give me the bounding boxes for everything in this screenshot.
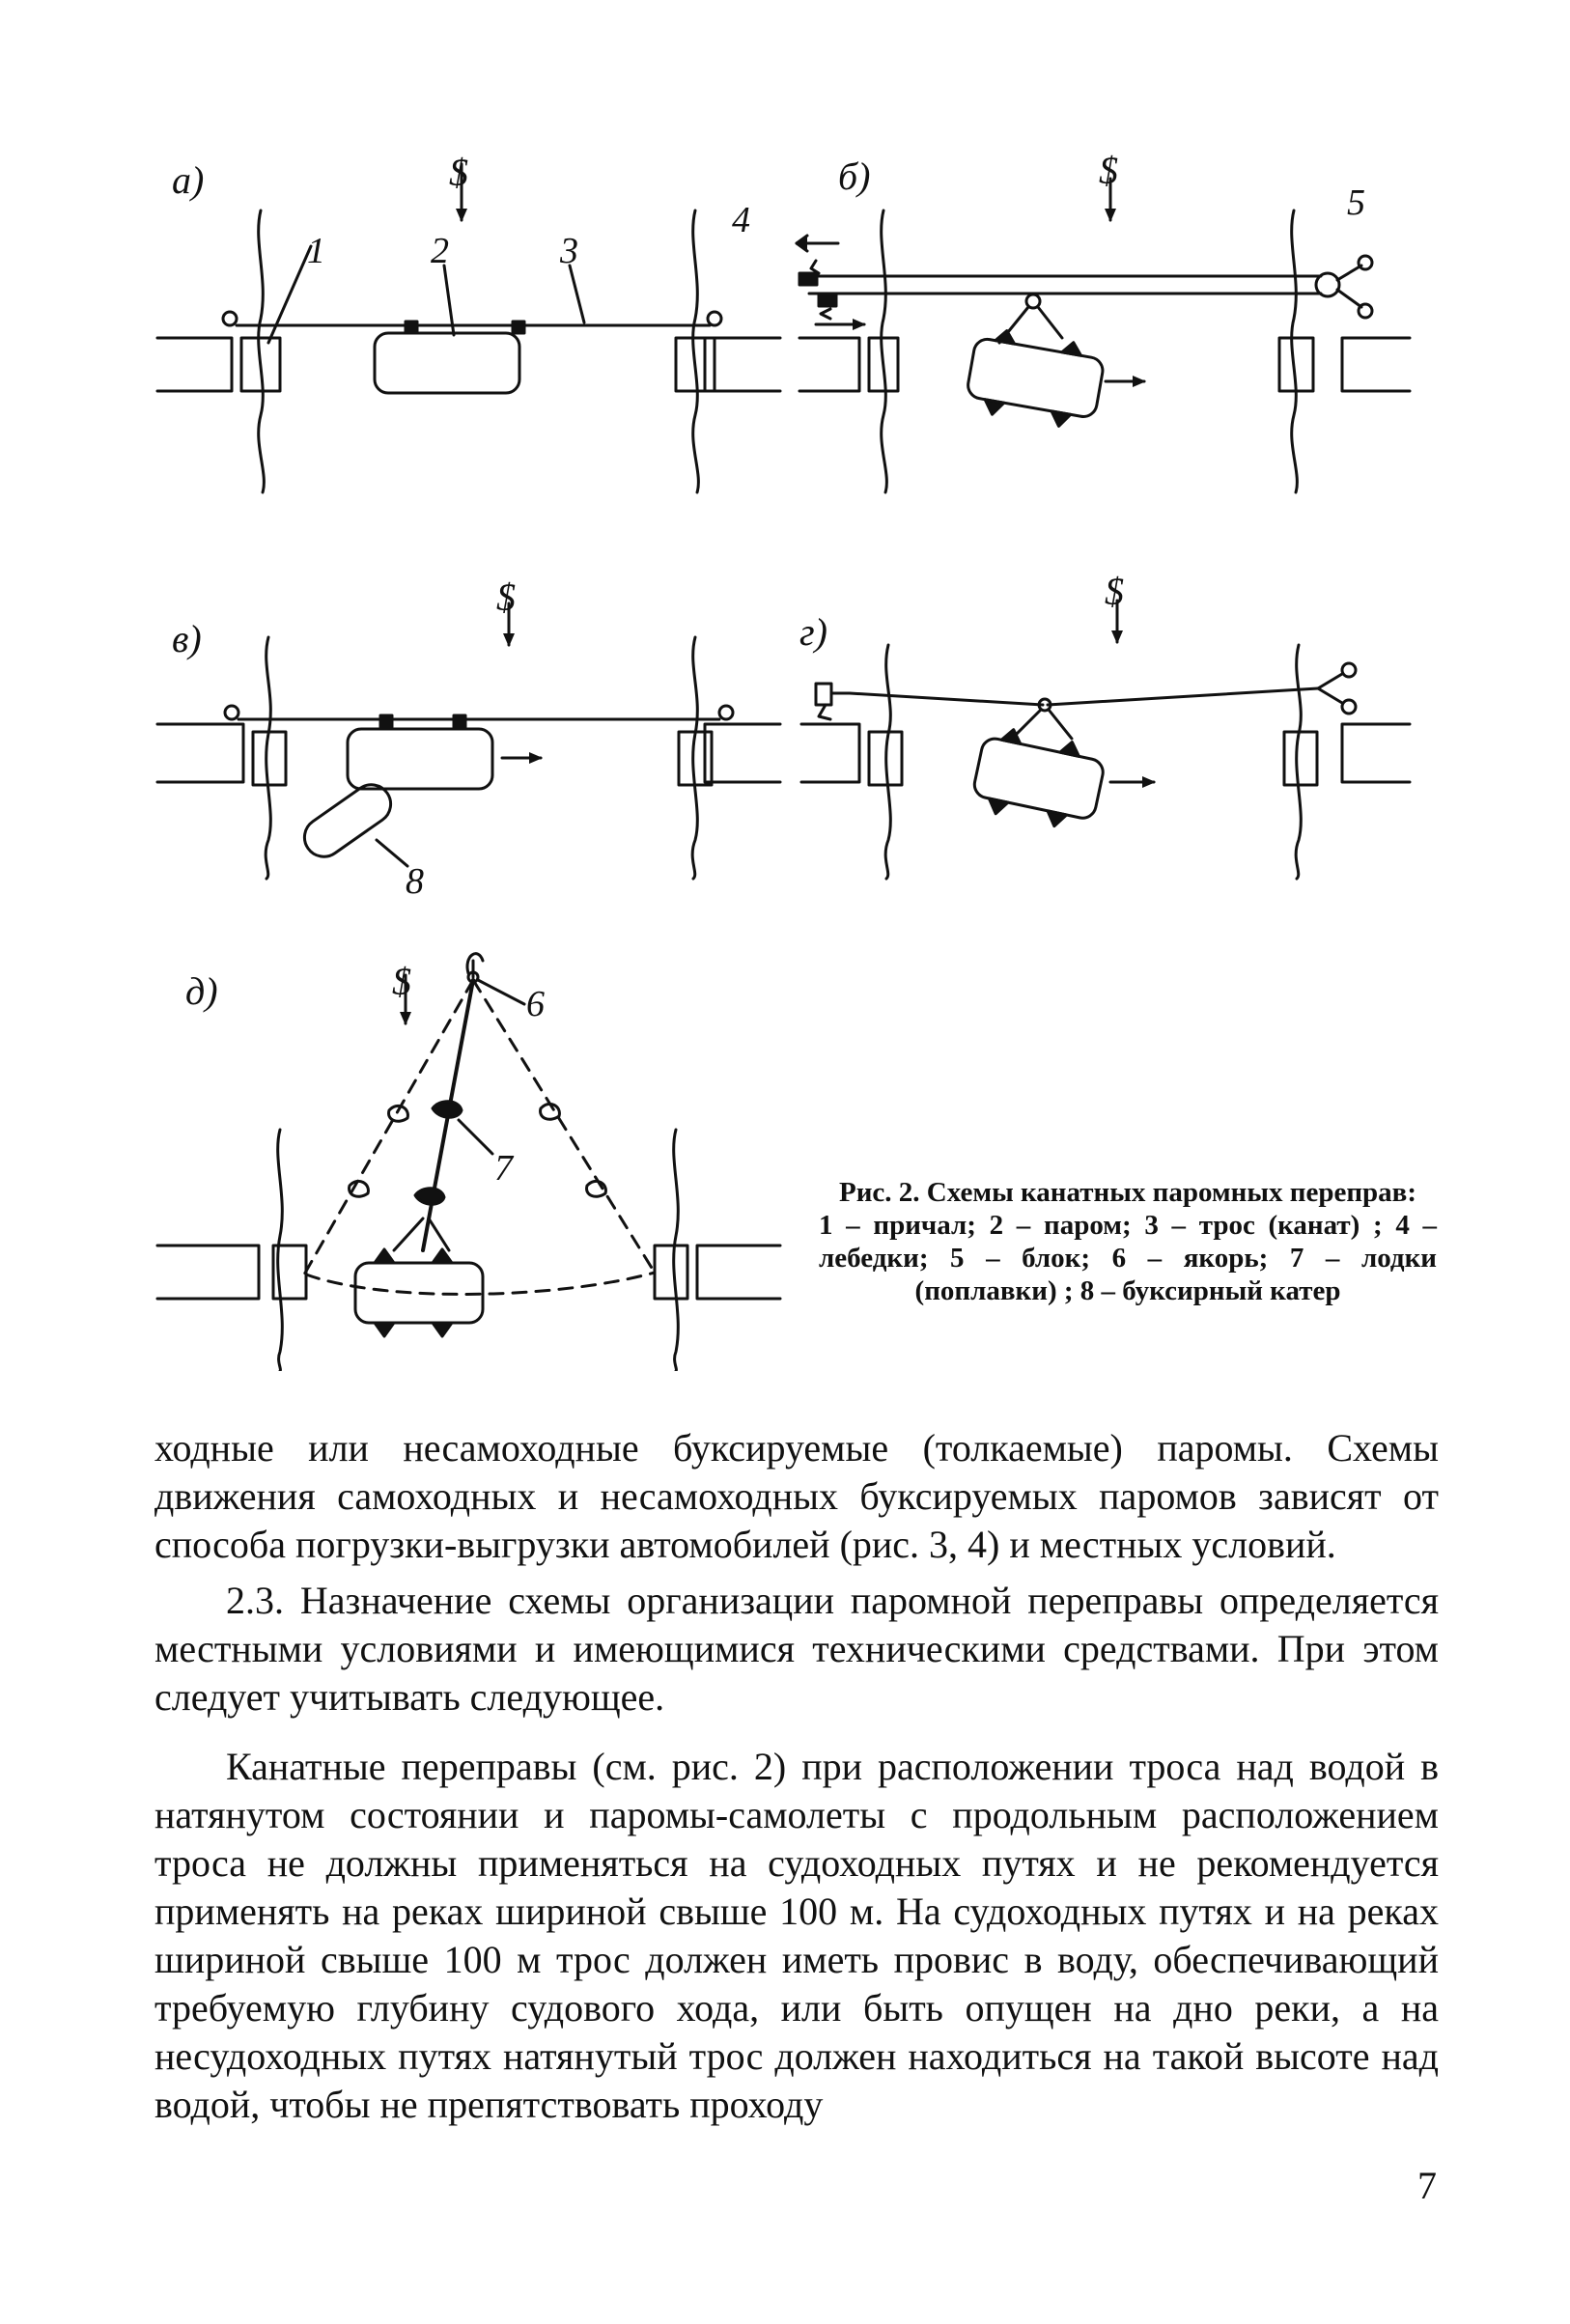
caption-legend: 1 – причал; 2 – паром; 3 – трос (канат) ; 4 – лебедки; 5 – блок; 6 – якорь; 7 – лодки (поплавки) ; 8 – буксирный катер xyxy=(819,1210,1437,1306)
panel-label-g: г) xyxy=(799,610,827,654)
panel-label-b: б) xyxy=(838,154,871,198)
flow-symbol: $ xyxy=(392,960,411,1003)
paragraph-2: 2.3. Назначение схемы организации паромной переправы определяется местными условиями и имеющимися техническими средствами. При этом следует учитывать следующее. xyxy=(154,1579,1439,1719)
callout-8: 8 xyxy=(406,861,424,902)
cable-line xyxy=(850,693,1043,705)
figure-caption xyxy=(819,1176,1437,1307)
callout-1: 1 xyxy=(307,231,325,271)
callout-4: 4 xyxy=(732,200,750,240)
flow-symbol: $ xyxy=(496,575,516,619)
callout-6: 6 xyxy=(526,984,545,1024)
callout-2: 2 xyxy=(431,231,449,271)
tug-boat xyxy=(297,777,399,864)
callout-3: 3 xyxy=(560,231,578,271)
panel-label-a: а) xyxy=(172,158,205,202)
callout-5: 5 xyxy=(1347,182,1365,223)
paragraph-1: ходные или несамоходные буксируемые (толкаемые) паромы. Схемы движения самоходных и несамоходных буксируемых паромов зависят от способа погрузки-выгрузки автомобилей (рис. 3, 4) и местных условий. xyxy=(154,1426,1439,1566)
panel-label-d: д) xyxy=(185,969,218,1013)
body-text xyxy=(154,1424,1439,2129)
panel-g-scheme xyxy=(801,601,1410,879)
panel-b-scheme xyxy=(797,179,1410,492)
flow-symbol: $ xyxy=(1099,149,1118,192)
flow-symbol: $ xyxy=(449,151,468,194)
callout-7: 7 xyxy=(494,1148,513,1189)
panel-v-scheme xyxy=(157,603,780,879)
panel-d-scheme xyxy=(157,954,780,1371)
page-number: 7 xyxy=(1417,2164,1437,2207)
flow-symbol: $ xyxy=(1105,570,1124,613)
paragraph-3: Канатные переправы (см. рис. 2) при расположении троса над водой в натянутом состоянии и паромы-самолеты с продольным расположением троса не должны применяться на судоходных путях и не рекомендуется применять на реках шириной свыше 100 м. На судоходных путях и на реках шириной свыше 100 м трос должен иметь провис в воду, обеспечивающий требуемую глубину судового хода, или быть опущен на дно реки, а на несудоходных путях натянутый трос должен находиться на такой высоте над водой, чтобы не препятствовать проходу xyxy=(154,1745,1439,2126)
panel-label-v: в) xyxy=(172,617,202,660)
ferry-hull xyxy=(375,333,519,393)
caption-title: Рис. 2. Схемы канатных паромных переправ: xyxy=(839,1177,1416,1208)
block-pulley xyxy=(1316,273,1339,296)
panel-a-scheme xyxy=(157,164,780,492)
